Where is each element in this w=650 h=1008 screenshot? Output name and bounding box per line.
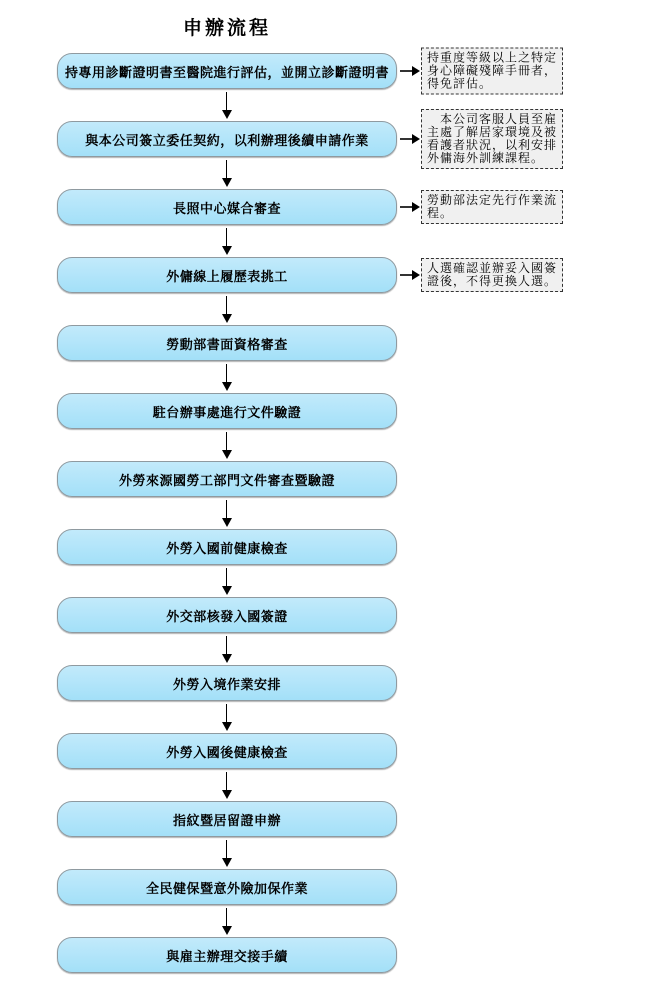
arrow-line bbox=[226, 908, 227, 927]
step-label: 外勞入國後健康檢查 bbox=[166, 744, 288, 760]
arrow-head-icon bbox=[222, 926, 232, 935]
dashed-line bbox=[400, 138, 412, 140]
flow-step bbox=[0, 189, 650, 257]
step-label: 勞動部書面資格審查 bbox=[166, 336, 288, 352]
step-label: 外傭線上履歷表挑工 bbox=[166, 268, 288, 284]
note-text: 持重度等級以上之特定身心障礙殘障手冊者，得免評估。 bbox=[427, 50, 558, 91]
note-box bbox=[421, 109, 563, 169]
flow-step bbox=[0, 325, 650, 393]
arrow-head-icon bbox=[222, 382, 232, 391]
flow-step bbox=[0, 937, 650, 973]
process-step-box bbox=[57, 121, 397, 157]
dashed-arrow-head-icon bbox=[412, 270, 420, 280]
dashed-arrow-head-icon bbox=[412, 134, 420, 144]
arrow-head-icon bbox=[222, 314, 232, 323]
arrow-head-icon bbox=[222, 518, 232, 527]
arrow-head-icon bbox=[222, 178, 232, 187]
flow-step bbox=[0, 597, 650, 665]
dashed-line bbox=[400, 206, 412, 208]
arrow-line bbox=[226, 568, 227, 587]
arrow-line bbox=[226, 772, 227, 791]
note-text: 勞動部法定先行作業流程。 bbox=[427, 193, 558, 220]
process-step-box bbox=[57, 665, 397, 701]
step-label: 持專用診斷證明書至醫院進行評估，並開立診斷證明書 bbox=[64, 64, 389, 80]
note-text: 人選確認並辦妥入國簽證後，不得更換人選。 bbox=[427, 261, 558, 288]
step-label: 駐台辦事處進行文件驗證 bbox=[152, 404, 302, 420]
process-step-box bbox=[57, 597, 397, 633]
arrow-head-icon bbox=[222, 586, 232, 595]
arrow-line bbox=[226, 364, 227, 383]
page-title: 申辦流程 bbox=[182, 18, 271, 39]
arrow-line bbox=[226, 840, 227, 859]
process-step-box bbox=[57, 869, 397, 905]
dashed-line bbox=[400, 70, 412, 72]
step-label: 與雇主辦理交接手續 bbox=[166, 948, 288, 964]
arrow-line bbox=[226, 92, 227, 111]
step-label: 指紋暨居留證申辦 bbox=[172, 812, 281, 828]
step-label: 外勞來源國勞工部門文件審查暨驗證 bbox=[118, 472, 335, 488]
dashed-arrow-head-icon bbox=[412, 202, 420, 212]
process-step-box bbox=[57, 325, 397, 361]
arrow-head-icon bbox=[222, 722, 232, 731]
note-text: 本公司客服人員至雇主處了解居家環境及被看護者狀況，以利安排外傭海外訓練課程。 bbox=[427, 112, 558, 165]
arrow-line bbox=[226, 160, 227, 179]
step-label: 外勞入國前健康檢查 bbox=[166, 540, 288, 556]
flow-step bbox=[0, 461, 650, 529]
step-label: 全民健保暨意外險加保作業 bbox=[145, 880, 308, 896]
arrow-line bbox=[226, 296, 227, 315]
arrow-head-icon bbox=[222, 654, 232, 663]
arrow-line bbox=[226, 228, 227, 247]
arrow-line bbox=[226, 432, 227, 451]
step-label: 與本公司簽立委任契約，以利辦理後續申請作業 bbox=[85, 132, 369, 148]
arrow-head-icon bbox=[222, 246, 232, 255]
flow-step bbox=[0, 801, 650, 869]
flow-step bbox=[0, 112, 650, 189]
process-step-box bbox=[57, 257, 397, 293]
note-box bbox=[421, 48, 563, 95]
flow-step bbox=[0, 733, 650, 801]
arrow-head-icon bbox=[222, 110, 232, 119]
flow-step bbox=[0, 869, 650, 937]
arrow-head-icon bbox=[222, 450, 232, 459]
flow-step bbox=[0, 393, 650, 461]
step-label: 外交部核發入國簽證 bbox=[166, 608, 288, 624]
process-step-box bbox=[57, 461, 397, 497]
arrow-line bbox=[226, 704, 227, 723]
flow-column bbox=[0, 50, 650, 973]
process-step-box bbox=[57, 733, 397, 769]
dashed-arrow-head-icon bbox=[412, 66, 420, 76]
arrow-head-icon bbox=[222, 858, 232, 867]
flow-step bbox=[0, 257, 650, 325]
step-label: 外勞入境作業安排 bbox=[172, 676, 281, 692]
process-step-box bbox=[57, 937, 397, 973]
flow-step bbox=[0, 665, 650, 733]
note-box bbox=[421, 258, 563, 292]
flow-step bbox=[0, 529, 650, 597]
step-label: 長照中心媒合審查 bbox=[172, 200, 281, 216]
process-step-box bbox=[57, 53, 397, 89]
process-step-box bbox=[57, 393, 397, 429]
dashed-line bbox=[400, 274, 412, 276]
process-step-box bbox=[57, 529, 397, 565]
note-box bbox=[421, 190, 563, 224]
process-step-box bbox=[57, 801, 397, 837]
arrow-line bbox=[226, 500, 227, 519]
process-step-box bbox=[57, 189, 397, 225]
arrow-line bbox=[226, 636, 227, 655]
arrow-head-icon bbox=[222, 790, 232, 799]
